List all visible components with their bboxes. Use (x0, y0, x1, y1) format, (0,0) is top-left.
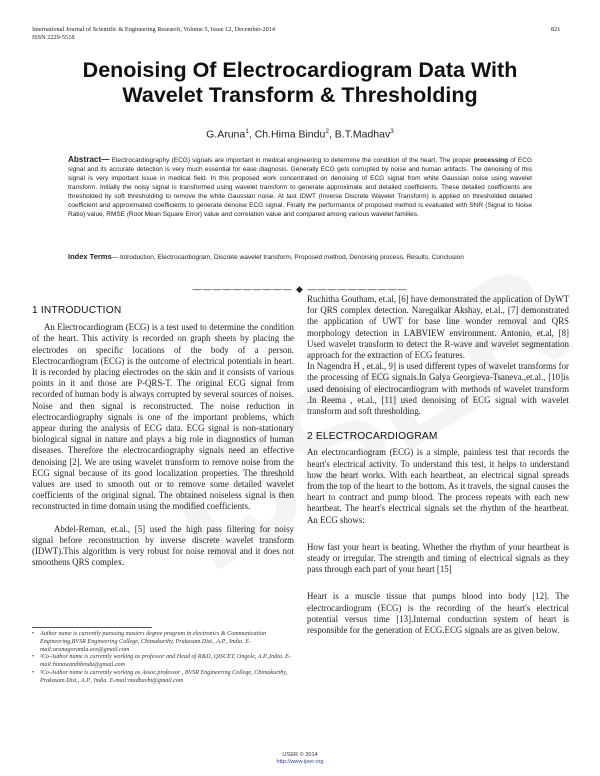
abstract-text-1: Electrocardiography (ECG) signals are important in medical engineering to determine the condition of the heart. The proper (109, 157, 474, 164)
intro-paragraph-2: Abdel-Reman, et.al., [5] used the high pass filtering for noisy signal before reconstruction by inverse discrete wavelet transform (IDWT).This algorithm is very robust for noise removal and it does not smoothens QRS complex. (32, 523, 294, 568)
section-2-heading: 2 ELECTROCARDIOGRAM (307, 431, 438, 443)
journal-citation: International Journal of Scientific & Engineering Research, Volume 5, Issue 12, December-2014 (32, 26, 276, 33)
author-sup: 2 (325, 128, 329, 135)
paper-title (0, 58, 600, 108)
bullet-icon: • (32, 654, 35, 661)
issn: ISSN 2229-5518 (32, 33, 75, 41)
related-work-paragraph-1: Ruchitha Goutham, et.al, [6] have demonstrated the application of DyWT for QRS complex detection. Naregalkar Akshay, et.al., [7] demonstrated the application of UWT for base line wonder removal and QRS morphology detection in LABVIEW environment. Antonio, et.al, [8] Used wavelet transform to detect the R-wave and wavelet segmentation approach for the extraction of ECG features. (307, 294, 569, 361)
footnotes (32, 631, 294, 686)
abstract (68, 155, 532, 219)
footnote-text: Author name is currently pursuing masters degree program in electronics & Communication Engineering,BVSR Engineering College, Chimakurthy, Prakasam.Dist., A.P., India. E-mail:arunagorantla.ece@gmail.com (40, 631, 267, 653)
bullet-icon: • (32, 631, 35, 637)
footer-copyright: IJSER © 2014 (282, 752, 318, 758)
author-name: G.Aruna (206, 128, 246, 141)
author-sup: 3 (390, 128, 394, 135)
abstract-label: Abstract— (68, 155, 110, 164)
abstract-bold: processing (473, 157, 509, 164)
author-list: G.Aruna$^1$, Ch.Hima Bindu$^2$, B.T.Madhav$^3$ (206, 128, 394, 141)
author-name: Ch.Hima Bindu (254, 128, 326, 141)
index-terms-text: — Introduction, Electrocardiogram, Discrete wavelet transform, Proposed method, Denoising process, Results, Conclusion (111, 254, 464, 261)
footnote-item (32, 654, 294, 670)
intro-paragraph-1: An Electrocardiogram (ECG) is a test used to determine the condition of the heart. This activity is recorded on graph sheets by placing the electrodes on specific locations of the body of a person. Electrocardiogram (ECG) is the outcome of electrical potentials in heart. It is recorded by placing electrodes on the skin and it consists of various points in it and those are P-QRS-T. The original ECG signal from recorded of human body is always corrupted by several sources of noises. Noise and then signal is reconstructed. The noise reduction in electrocardiography signals is one of the important problems, which appear during the analysis of ECG data. ECG signal is non-stationary biological signal in nature and plays a big role in diagnostics of human diseases. Therefore the electrocardiography signals need an effective denoising [2]. We are using wavelet transform to remove noise from the ECG signal because of its good localization properties. The threshold values are used to smooth out or to remove some detailed wavelet coefficients of the original signal. The obtained noiseless signal is then reconstructed in time domain using the modified coefficients. (32, 322, 294, 512)
footnote-text: ³Co-Author name is currently working as Assoc.professor , BVSR Engineering College, Chimakurthy, Prakasam.Dist., A.P., India. E-mail:madhavbt@gmail.com (40, 669, 288, 684)
author-name: B.T.Madhav (334, 128, 391, 141)
bullet-icon: • (32, 669, 35, 676)
section-1-heading: 1 INTRODUCTION (32, 305, 122, 316)
section-separator: —————————— ◆ —————————— (192, 284, 408, 294)
footnote-rule (32, 627, 152, 628)
index-terms-label: Index Terms (68, 252, 112, 261)
journal-header (32, 26, 275, 41)
abstract-text-2: of ECG signal and its accurate detection is very much essential for ease diagnosis. Generally ECG gets corrupted by noise and human artifacts. The denoising of this signal is very important issue in medical field. In this proposed work concentrated on denoising of ECG signal from white Gaussian noise using wavelet transform. Initially the noisy signal is transformed using wavelet transform to generate approximate and detailed coefficients. These detailed coefficients are thresholded by soft thresholding to remove the white Gaussian noise. At last IDWT (Inverse Discrete Wavelet Transform) is applied on thresholded detailed coefficient and approximated coefficients to generate denoise ECG signal. Finally the performance of proposed method is evaluated with SNR (Signal to Noise Ratio) value, RMSE (Root Mean Square Error) value and correlation value and compared among various wavelet families. (68, 157, 532, 218)
index-terms (68, 252, 532, 263)
related-work-paragraph-2: In Nagendra H , et.al., 9] is used different types of wavelet transforms for the processing of ECG signals.In Galya Georgieva-Tsaneva.,et.al., [10]is used denoising of electrocardiogram with methods of wavelet transform .In Reema , et.al., [11] used denoising of ECG signal with wavelet transform and soft thresholding. (307, 361, 569, 417)
left-column (32, 305, 294, 568)
footer-url[interactable]: http://www.ijser.org (276, 759, 324, 765)
footnote-item (32, 631, 294, 654)
ecg-paragraph-2: How fast your heart is beating. Whether the rhythm of your heartbeat is steady or irregular. The strength and timing of electrical signals as they pass through each part of your heart [15] (307, 541, 569, 575)
author-sup: 1 (245, 128, 249, 135)
title-line-2: Wavelet Transform & Thresholding (122, 83, 478, 107)
right-column (307, 294, 569, 636)
ecg-paragraph-1: An electrocardiogram (ECG) is a simple, painless test that records the heart's electrical activity. To understand this test, it helps to understand how the heart works. With each heartbeat, an electrical signal spreads from the top of the heart to the bottom. As it travels, the signal causes the heart to contract and pump blood. The process repeats with each new heartbeat. The heart's electrical signals set the rhythm of the heartbeat. An ECG shows: (307, 447, 569, 525)
footnote-item (32, 669, 294, 686)
footnote-text: ²Co-Author name is currently working as professor and Head of R&D, QISCET, Ongole, A.P.,India. E-mail:himawanthbindu@gmail.com (40, 654, 291, 669)
title-line-1: Denoising Of Electrocardiogram Data With (82, 58, 518, 82)
ecg-paragraph-3: Heart is a muscle tissue that pumps blood into body [12]. The electrocardiogram (ECG) is the recording of the heart's electrical potential versus time [13].Internal conduction system of heart is responsible for the generation of ECG.ECG signals are as given below. (307, 591, 569, 636)
page-number: 821 (551, 26, 561, 33)
